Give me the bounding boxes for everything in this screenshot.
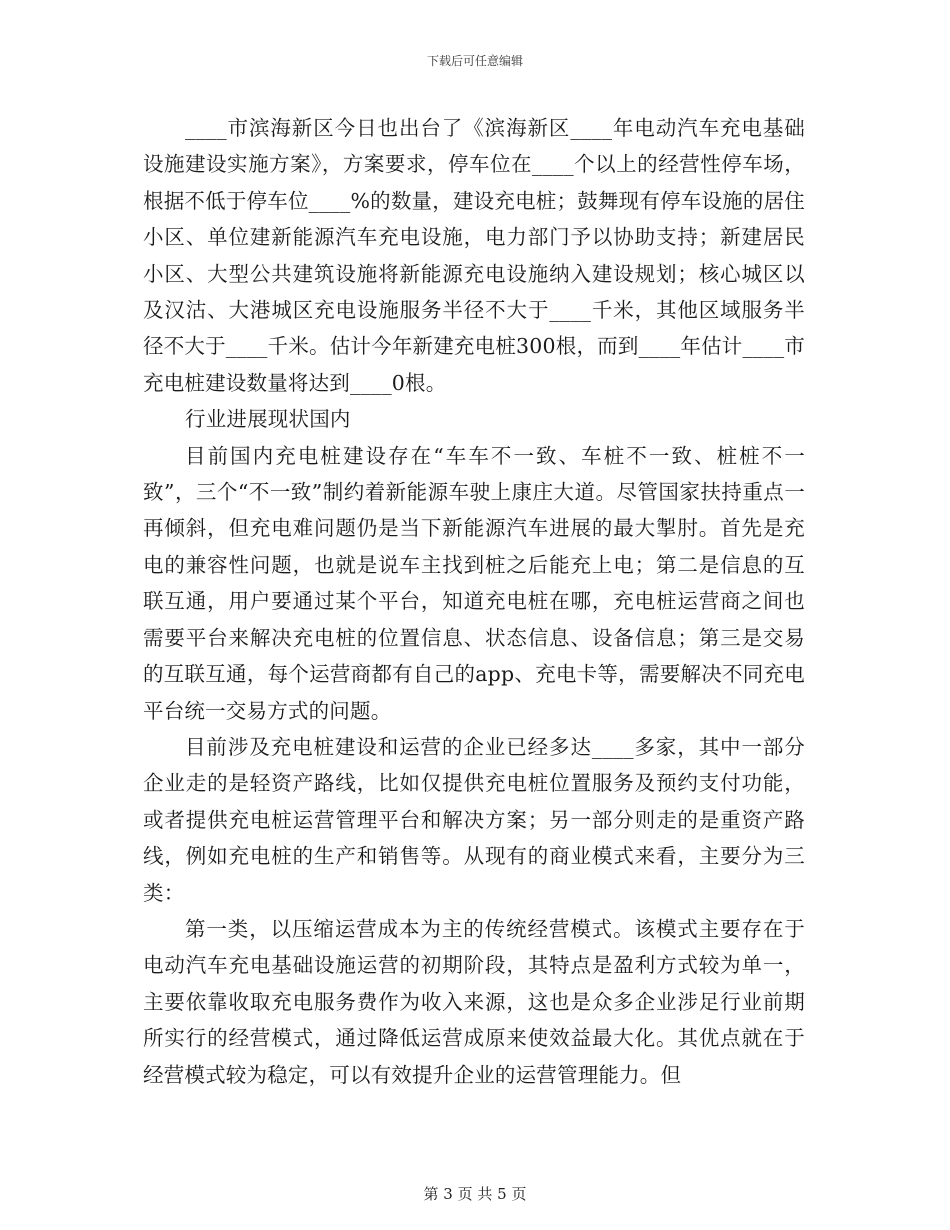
paragraph-binhai-plan: ____市滨海新区今日也出台了《滨海新区____年电动汽车充电基础设施建设实施方案》，方案要求，停车位在____个以上的经营性停车场，根据不低于停车位____%的数量，建设充电桩；鼓舞现有停车设施的居住小区、单位建新能源汽车充电设施，电力部门予以协助支持；新建居民小区、大型公共建筑设施将新能源充电设施纳入建设规划；核心城区以及汉沽、大港城区充电设施服务半径不大于____千米，其他区域服务半径不大于____千米。估计今年新建充电桩300根，而到____年估计____市充电桩建设数量将达到____0根。 (143, 116, 805, 395)
paragraph-enterprises: 目前涉及充电桩建设和运营的企业已经多达____多家，其中一部分企业走的是轻资产路线，比如仅提供充电桩位置服务及预约支付功能，或者提供充电桩运营管理平台和解决方案；另一部分则走的是重资产路线，例如充电桩的生产和销售等。从现有的商业模式来看，主要分为三类： (143, 734, 805, 905)
page-header: 下载后可任意编辑 (426, 54, 523, 68)
section-heading-domestic-status: 行业进展现状国内 (185, 407, 351, 432)
document-body (143, 110, 805, 1093)
paragraph-first-type: 第一类，以压缩运营成本为主的传统经营模式。该模式主要存在于电动汽车充电基础设施运营的初期阶段，其特点是盈利方式较为单一，主要依靠收取充电服务费作为收入来源，这也是众多企业涉足行业前期所实行的经营模式，通过降低运营成原来使效益最大化。其优点就在于经营模式较为稳定，可以有效提升企业的运营管理能力。但 (143, 916, 805, 1087)
paragraph-inconsistency: 目前国内充电桩建设存在“车车不一致、车桩不一致、桩桩不一致”，三个“不一致”制约着新能源车驶上康庄大道。尽管国家扶持重点一再倾斜，但充电难问题仍是当下新能源汽车进展的最大掣肘。首先是充电的兼容性问题，也就是说车主找到桩之后能充上电；第二是信息的互联互通，用户要通过某个平台，知道充电桩在哪，充电桩运营商之间也需要平台来解决充电桩的位置信息、状态信息、设备信息；第三是交易的互联互通，每个运营商都有自己的app、充电卡等，需要解决不同充电平台统一交易方式的问题。 (143, 443, 805, 723)
page-footer: 第 3 页 共 5 页 (423, 1185, 527, 1203)
